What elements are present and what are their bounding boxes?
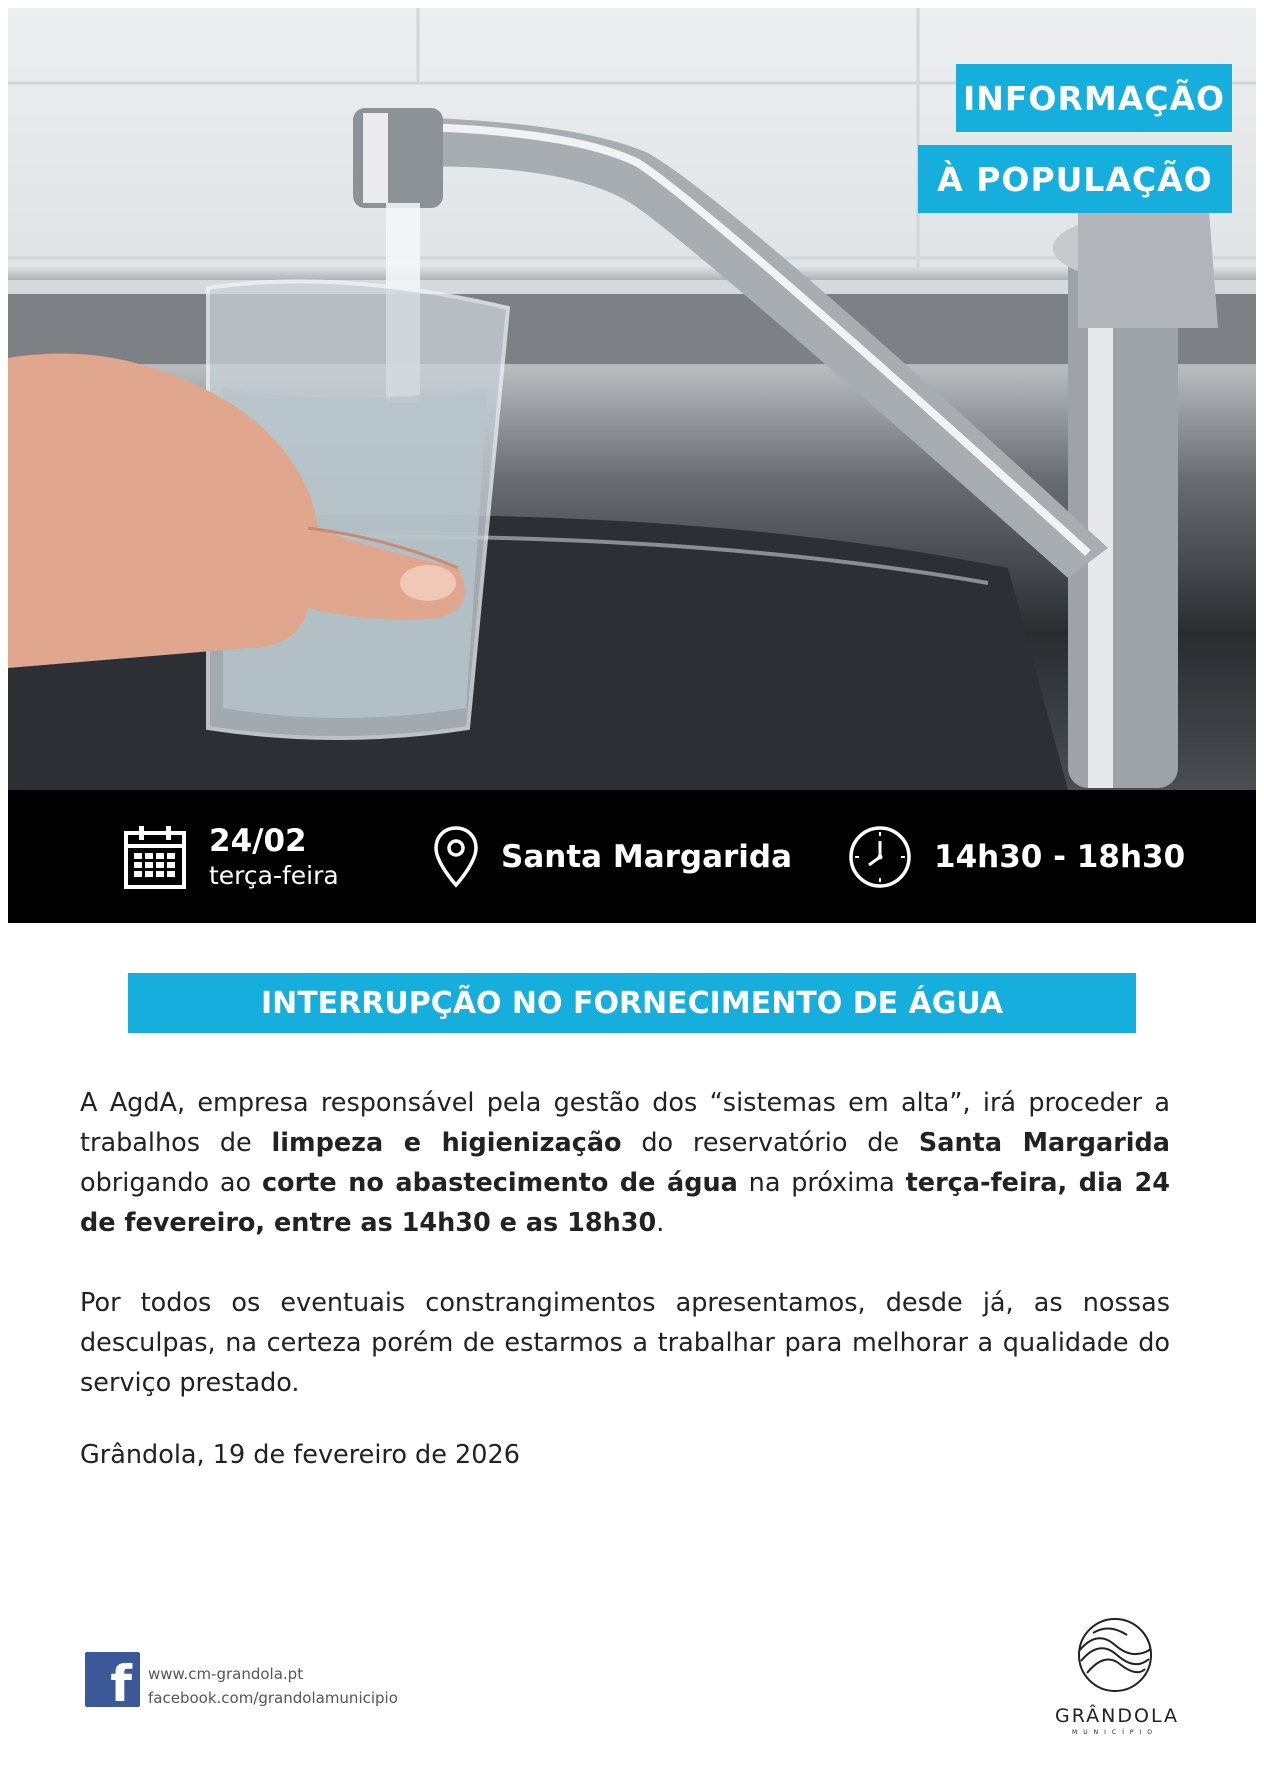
event-info-bar xyxy=(8,790,1256,923)
notice-paragraph-2: Por todos os eventuais constrangimentos apresentamos, desde já, as nossas desculpas, na certeza porém de estarmos a trabalhar para melhorar a qualidade do serviço prestado. xyxy=(80,1288,1170,1398)
facebook-icon[interactable]: f xyxy=(85,1652,140,1707)
date-item xyxy=(123,790,339,923)
info-badge-line2: À POPULAÇÃO xyxy=(918,145,1232,213)
grandola-logo-icon xyxy=(1075,1615,1155,1695)
location-item xyxy=(433,790,792,923)
event-location: Santa Margarida xyxy=(501,838,793,875)
footer-links xyxy=(148,1662,398,1710)
notice-body xyxy=(80,1083,1170,1443)
event-time: 14h30 - 18h30 xyxy=(934,838,1186,875)
event-date: 24/02 xyxy=(209,822,307,859)
notice-signature: Grândola, 19 de fevereiro de 2026 xyxy=(80,1440,520,1470)
notice-title: INTERRUPÇÃO NO FORNECIMENTO DE ÁGUA xyxy=(128,973,1136,1033)
event-weekday: terça-feira xyxy=(209,860,339,890)
location-pin-icon xyxy=(433,825,479,889)
clock-icon xyxy=(848,825,912,889)
website-link[interactable]: www.cm-grandola.pt xyxy=(148,1665,304,1683)
facebook-link[interactable]: facebook.com/grandolamunicipio xyxy=(148,1689,398,1707)
municipality-logo xyxy=(1055,1615,1179,1736)
time-item xyxy=(848,790,1185,923)
hero-photo xyxy=(8,8,1256,790)
calendar-icon xyxy=(123,824,187,890)
logo-subtitle: MUNICÍPIO xyxy=(1072,1729,1158,1736)
info-badge-line1: INFORMAÇÃO xyxy=(956,64,1232,132)
notice-paragraph-1: A AgdA, empresa responsável pela gestão dos “sistemas em alta”, irá proceder a trabalhos de limpeza e higienização do reservatório de Santa Margarida obrigando ao corte no abastecimento de água na próxima terça-feira, dia 24 de fevereiro, entre as 14h30 e as 18h30. xyxy=(80,1088,1171,1238)
logo-word: GRÂNDOLA xyxy=(1055,1705,1179,1727)
